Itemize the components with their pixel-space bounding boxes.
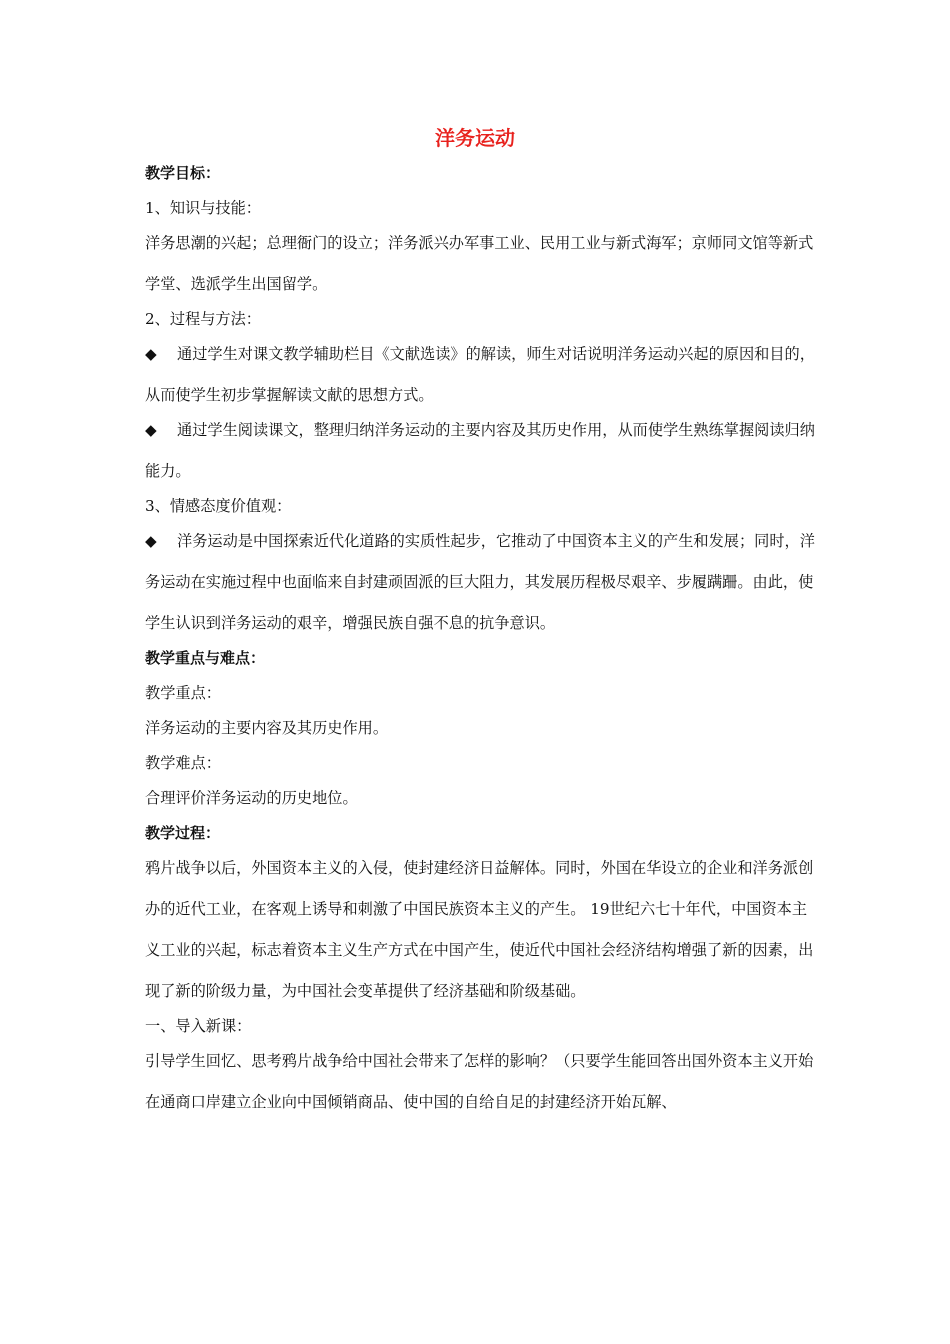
goal3-item-1 (145, 521, 817, 644)
key-text: 洋务运动的主要内容及其历史作用。 (145, 719, 388, 737)
process-text: 鸦片战争以后，外国资本主义的入侵，使封建经济日益解体。同时，外国在华设立的企业和洋务派创办的近代工业，在客观上诱导和刺激了中国民族资本主义的产生。 19世纪六七十年代，中国资本主义工业的兴起，标志着资本主义生产方式在中国产生，使近代中国社会经济结构增强了新的因素，出现了新的阶级力量，为中国社会变革提供了经济基础和阶级基础。 (145, 859, 814, 1000)
goal3-label: 3、情感态度价值观： (145, 497, 292, 515)
diamond-bullet-icon: ◆ (145, 345, 157, 363)
goal1-label: 1、知识与技能： (145, 199, 261, 217)
intro-text: 引导学生回忆、思考鸦片战争给中国社会带来了怎样的影响？（只要学生能回答出国外资本主义开始在通商口岸建立企业向中国倾销商品、使中国的自给自足的封建经济开始瓦解、 (145, 1052, 814, 1111)
goal2-label: 2、过程与方法： (145, 310, 261, 328)
key-label: 教学重点： (145, 684, 221, 702)
goal2-item-1-text: 通过学生对课文教学辅助栏目《文献选读》的解读，师生对话说明洋务运动兴起的原因和目的，从而使学生初步掌握解读文献的思想方式。 (145, 345, 815, 404)
difficulty-label: 教学难点： (145, 754, 221, 772)
goal1-text: 洋务思潮的兴起；总理衙门的设立；洋务派兴办军事工业、民用工业与新式海军；京师同文馆等新式学堂、选派学生出国留学。 (145, 234, 814, 293)
difficulty-text: 合理评价洋务运动的历史地位。 (145, 789, 358, 807)
key-heading: 教学重点与难点： (145, 649, 266, 667)
goal2-item-2-text: 通过学生阅读课文，整理归纳洋务运动的主要内容及其历史作用，从而使学生熟练掌握阅读归纳能力。 (145, 421, 815, 480)
diamond-bullet-icon: ◆ (145, 421, 157, 439)
process-heading: 教学过程： (145, 824, 221, 842)
document-title: 洋务运动 (435, 126, 515, 150)
diamond-bullet-icon: ◆ (145, 532, 157, 550)
goal2-item-1 (145, 334, 817, 416)
goals-heading: 教学目标： (145, 164, 221, 182)
intro-label: 一、导入新课： (145, 1017, 252, 1035)
goal3-item-1-text: 洋务运动是中国探索近代化道路的实质性起步，它推动了中国资本主义的产生和发展；同时，洋务运动在实施过程中也面临来自封建顽固派的巨大阻力，其发展历程极尽艰辛、步履蹒跚。由此，使学生认识到洋务运动的艰辛，增强民族自强不息的抗争意识。 (145, 532, 815, 632)
goal2-item-2 (145, 410, 817, 492)
document-body (145, 163, 817, 1127)
